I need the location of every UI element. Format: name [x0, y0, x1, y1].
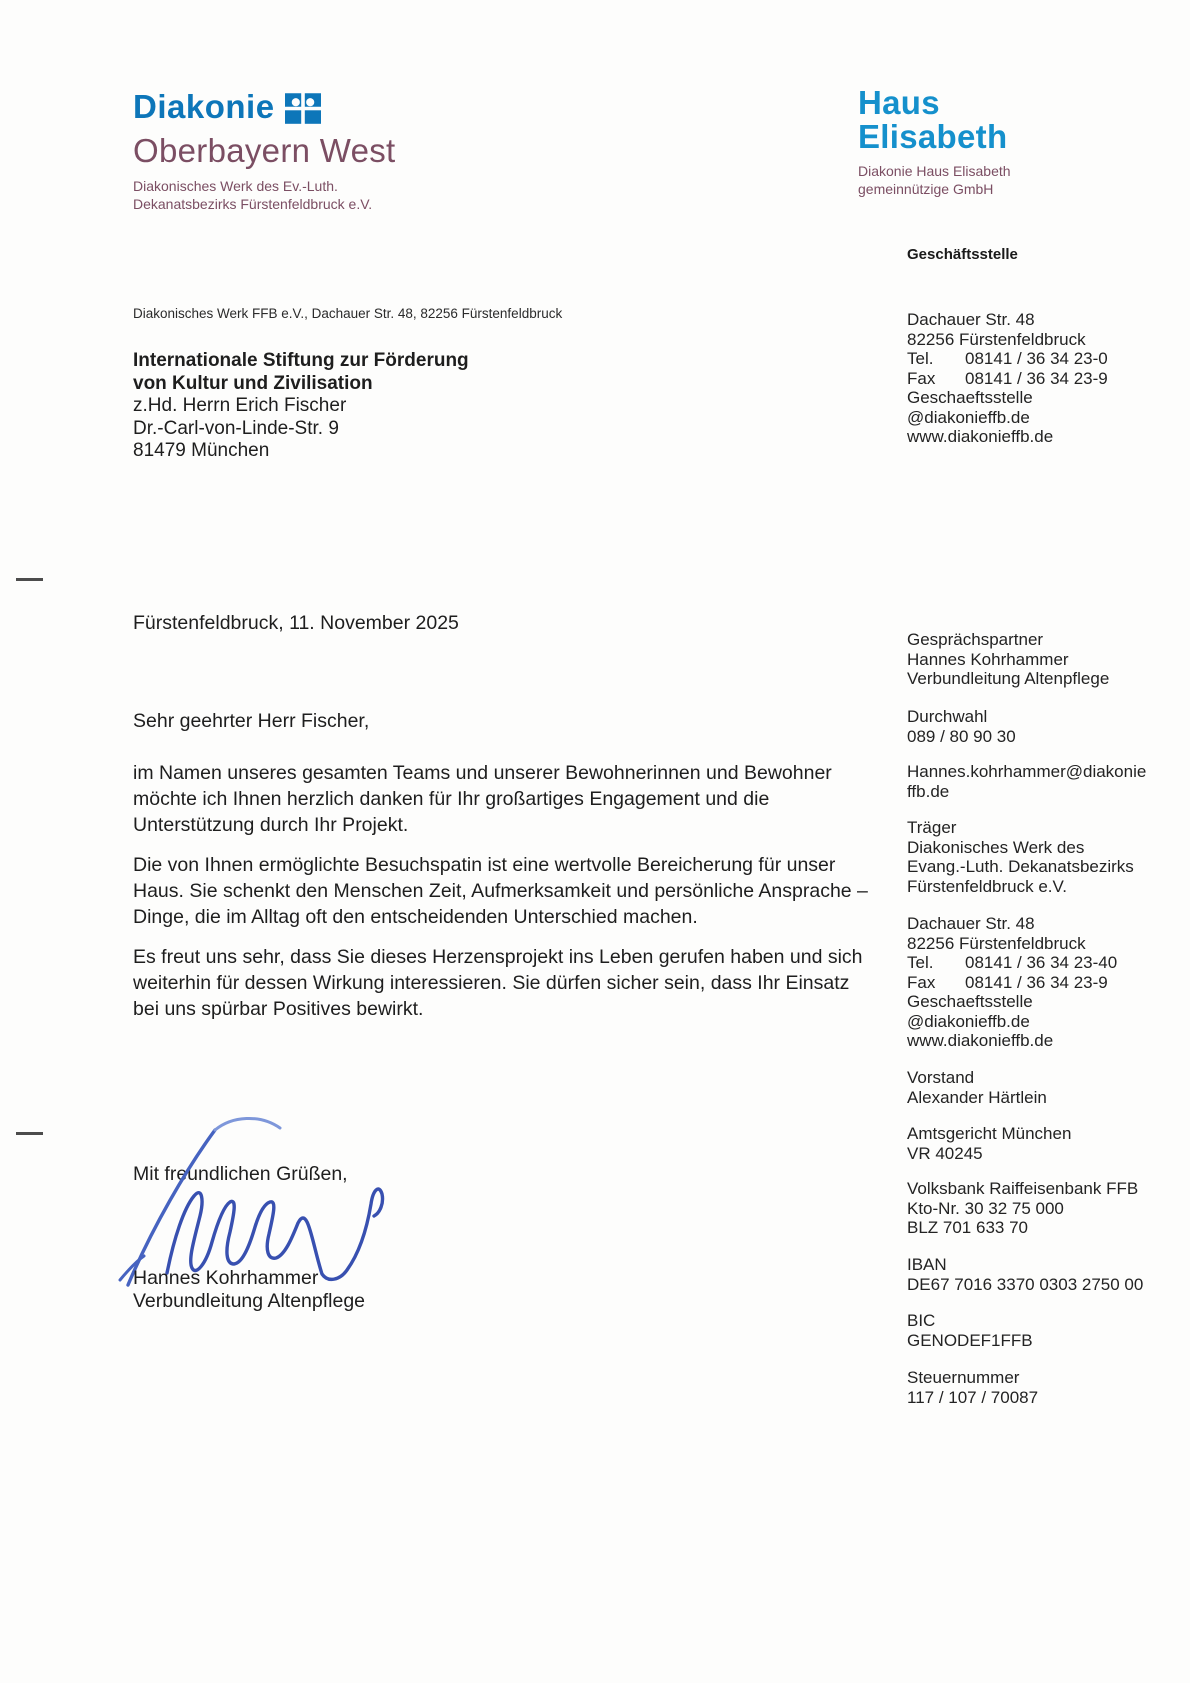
sidebar-contact-person — [907, 630, 1109, 689]
dial-number: 089 / 80 90 30 — [907, 726, 1016, 746]
traeger-line3: Fürstenfeldbruck e.V. — [907, 876, 1068, 896]
paragraph-1-line1: im Namen unseres gesamten Teams und unserer Bewohnerinnen und Bewohner — [133, 762, 832, 784]
haus-elisabeth-logo — [858, 86, 1011, 198]
paragraph-3 — [133, 944, 863, 1022]
recipient-street: Dr.-Carl-von-Linde-Str. 9 — [133, 417, 339, 439]
paragraph-3-line3: bei uns spürbar Positives bewirkt. — [133, 998, 424, 1020]
sidebar-vorstand — [907, 1068, 1047, 1107]
contact-email-line1: Hannes.kohrhammer@diakonie — [907, 762, 1147, 781]
sender-return-address: Diakonisches Werk FFB e.V., Dachauer Str. 48, 82256 Fürstenfeldbruck — [133, 306, 563, 321]
office-tel-value: 08141 / 36 34 23-0 — [965, 349, 1108, 368]
traeger-street: Dachauer Str. 48 — [907, 914, 1035, 933]
dateline: Fürstenfeldbruck, 11. November 2025 — [133, 612, 459, 634]
office-website: www.diakonieffb.de — [907, 427, 1054, 446]
dial-label: Durchwahl — [907, 707, 988, 726]
traeger-city: 82256 Fürstenfeldbruck — [907, 933, 1086, 953]
contact-title: Verbundleitung Altenpflege — [907, 669, 1110, 688]
sidebar-office-address — [907, 310, 1108, 447]
sidebar-iban — [907, 1255, 1143, 1294]
paragraph-2 — [133, 852, 868, 930]
paragraph-2-line1: Die von Ihnen ermöglichte Besuchspatin ist eine wertvolle Bereicherung für unser — [133, 854, 836, 876]
recipient-org-line2: von Kultur und Zivilisation — [133, 372, 373, 394]
office-email-line2: @diakonieffb.de — [907, 407, 1030, 427]
sidebar-traeger-address — [907, 914, 1117, 1051]
paragraph-1 — [133, 760, 832, 838]
bank-blz: BLZ 701 633 70 — [907, 1218, 1028, 1237]
paragraph-1-line3: Unterstützung durch Ihr Projekt. — [133, 814, 409, 836]
paragraph-2-line2: Haus. Sie schenkt den Menschen Zeit, Aufmerksamkeit und persönliche Ansprache – — [133, 880, 868, 902]
paragraph-3-line1: Es freut uns sehr, dass Sie dieses Herzensprojekt ins Leben gerufen haben und sich — [133, 946, 863, 968]
haus-wordmark-line1: Haus — [858, 84, 940, 121]
traeger-label: Träger — [907, 818, 957, 837]
haus-subline-1: Diakonie Haus Elisabeth — [858, 163, 1011, 179]
office-city: 82256 Fürstenfeldbruck — [907, 329, 1086, 349]
contact-name: Hannes Kohrhammer — [907, 649, 1069, 669]
haus-wordmark-line2: Elisabeth — [858, 118, 1008, 155]
sidebar-bank — [907, 1179, 1138, 1238]
traeger-tel-value: 08141 / 36 34 23-40 — [965, 953, 1118, 972]
contact-email-line2: ffb.de — [907, 781, 950, 801]
registry-court: Amtsgericht München — [907, 1124, 1072, 1143]
traeger-email-line1: Geschaeftsstelle — [907, 992, 1033, 1011]
office-heading: Geschäftsstelle — [907, 246, 1018, 263]
office-tel-label: Tel. — [907, 349, 934, 368]
tax-value: 117 / 107 / 70087 — [907, 1387, 1039, 1407]
closing-phrase: Mit freundlichen Grüßen, — [133, 1163, 348, 1185]
office-email-line1: Geschaeftsstelle — [907, 388, 1033, 407]
diakonie-kronenkreuz-icon — [285, 93, 321, 124]
bic-label: BIC — [907, 1311, 936, 1330]
fold-mark-bottom — [16, 1132, 43, 1135]
bank-account: Kto-Nr. 30 32 75 000 — [907, 1198, 1064, 1218]
recipient-address-block — [133, 350, 469, 463]
tax-label: Steuernummer — [907, 1368, 1020, 1387]
sidebar-bic — [907, 1311, 1033, 1350]
paragraph-1-line2: möchte ich Ihnen herzlich danken für Ihr großartiges Engagement und die — [133, 788, 770, 810]
paragraph-3-line2: weiterhin für dessen Wirkung interessieren. Sie dürfen sicher sein, dass Ihr Einsatz — [133, 972, 850, 994]
signer-title: Verbundleitung Altenpflege — [133, 1290, 366, 1312]
vorstand-label: Vorstand — [907, 1068, 975, 1087]
registry-number: VR 40245 — [907, 1143, 983, 1163]
traeger-tel-row — [907, 953, 1117, 973]
salutation: Sehr geehrter Herr Fischer, — [133, 710, 370, 732]
iban-label: IBAN — [907, 1255, 947, 1274]
diakonie-subline-1: Diakonisches Werk des Ev.-Luth. — [133, 178, 338, 194]
diakonie-region: Oberbayern West — [133, 132, 396, 169]
vorstand-name: Alexander Härtlein — [907, 1087, 1047, 1107]
iban-value: DE67 7016 3370 0303 2750 00 — [907, 1274, 1144, 1294]
traeger-fax-value: 08141 / 36 34 23-9 — [965, 972, 1108, 992]
traeger-tel-label: Tel. — [907, 953, 934, 972]
traeger-fax-label: Fax — [907, 972, 936, 992]
traeger-line1: Diakonisches Werk des — [907, 837, 1085, 857]
fold-mark-top — [16, 578, 43, 581]
bank-name: Volksbank Raiffeisenbank FFB — [907, 1179, 1139, 1198]
diakonie-subline-2: Dekanatsbezirks Fürstenfeldbruck e.V. — [133, 196, 373, 212]
sidebar-traeger — [907, 818, 1134, 896]
traeger-email-line2: @diakonieffb.de — [907, 1011, 1030, 1031]
sidebar-registry — [907, 1124, 1071, 1163]
sidebar-tax-number — [907, 1368, 1038, 1407]
office-fax-row — [907, 369, 1108, 389]
bic-value: GENODEF1FFB — [907, 1330, 1033, 1350]
office-street: Dachauer Str. 48 — [907, 310, 1035, 329]
traeger-line2: Evang.-Luth. Dekanatsbezirks — [907, 857, 1134, 876]
haus-subline-2: gemeinnützige GmbH — [858, 181, 994, 197]
sidebar-contact-email — [907, 762, 1146, 801]
sidebar-direct-dial — [907, 707, 1016, 746]
diakonie-brand-row — [133, 88, 396, 126]
signer-name: Hannes Kohrhammer — [133, 1267, 319, 1289]
traeger-website: www.diakonieffb.de — [907, 1031, 1054, 1050]
paragraph-2-line3: Dinge, die im Alltag oft den entscheidenden Unterschied machen. — [133, 906, 698, 928]
recipient-attn: z.Hd. Herrn Erich Fischer — [133, 395, 347, 416]
office-fax-label: Fax — [907, 368, 936, 388]
office-tel-row — [907, 349, 1108, 369]
recipient-city: 81479 München — [133, 440, 270, 461]
diakonie-wordmark: Diakonie — [133, 88, 275, 125]
recipient-org-line1: Internationale Stiftung zur Förderung — [133, 350, 469, 371]
traeger-fax-row — [907, 973, 1117, 993]
contact-label: Gesprächspartner — [907, 630, 1044, 649]
diakonie-logo — [133, 88, 396, 213]
office-fax-value: 08141 / 36 34 23-9 — [965, 368, 1108, 388]
